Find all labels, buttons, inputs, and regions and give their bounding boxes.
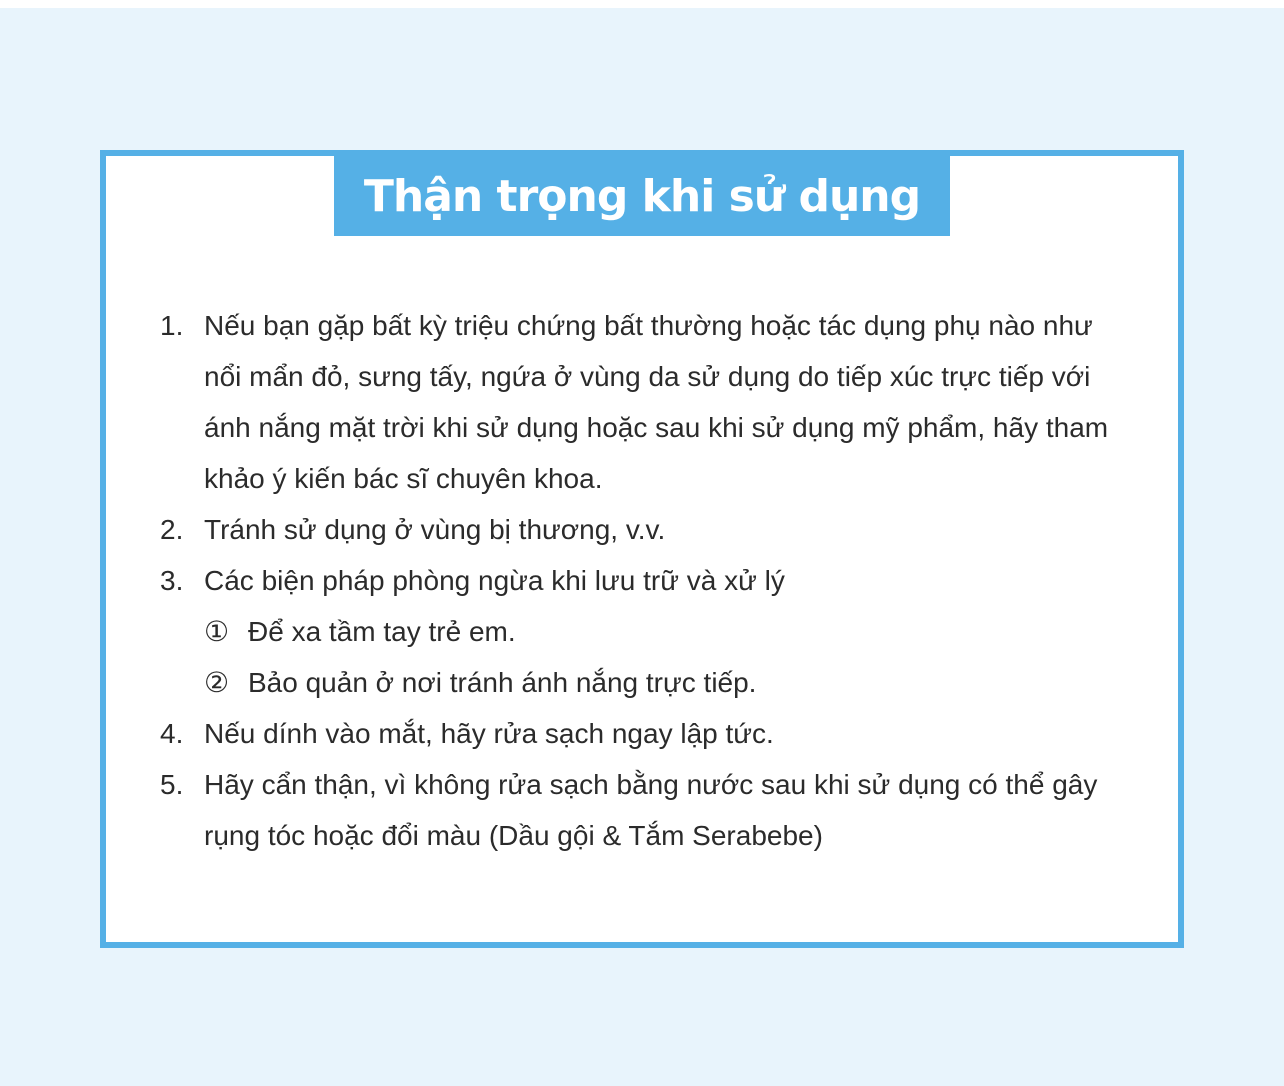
list-item (160, 759, 1120, 861)
caution-card (100, 150, 1184, 948)
item-number: 1. (160, 310, 184, 341)
item-text: Nếu dính vào mắt, hãy rửa sạch ngay lập tức. (204, 718, 774, 749)
top-strip (0, 0, 1284, 8)
caution-list (160, 300, 1120, 861)
list-item (160, 504, 1120, 555)
item-text: Nếu bạn gặp bất kỳ triệu chứng bất thường hoặc tác dụng phụ nào như nổi mẩn đỏ, sưng tấy, ngứa ở vùng da sử dụng do tiếp xúc trực tiếp với ánh nắng mặt trời khi sử dụng hoặc sau khi sử dụng mỹ phẩm, hãy tham khảo ý kiến bác sĩ chuyên khoa. (204, 310, 1109, 494)
sub-item-text: Bảo quản ở nơi tránh ánh nắng trực tiếp. (248, 667, 757, 698)
item-number: 5. (160, 769, 184, 800)
sub-item-marker: ① (204, 616, 230, 647)
sub-item-marker: ② (204, 667, 230, 698)
sub-item (160, 606, 1120, 657)
list-item (160, 555, 1120, 606)
item-text: Hãy cẩn thận, vì không rửa sạch bằng nước sau khi sử dụng có thể gây rụng tóc hoặc đổi màu (Dầu gội & Tắm Serabebe) (204, 769, 1098, 851)
sub-item-text: Để xa tầm tay trẻ em. (248, 616, 516, 647)
caution-title: Thận trọng khi sử dụng (334, 156, 950, 236)
item-number: 4. (160, 718, 184, 749)
list-item (160, 708, 1120, 759)
item-number: 3. (160, 565, 184, 596)
item-text: Các biện pháp phòng ngừa khi lưu trữ và xử lý (204, 565, 785, 596)
sub-item (160, 657, 1120, 708)
item-number: 2. (160, 514, 184, 545)
list-item (160, 300, 1120, 504)
item-text: Tránh sử dụng ở vùng bị thương, v.v. (204, 514, 666, 545)
